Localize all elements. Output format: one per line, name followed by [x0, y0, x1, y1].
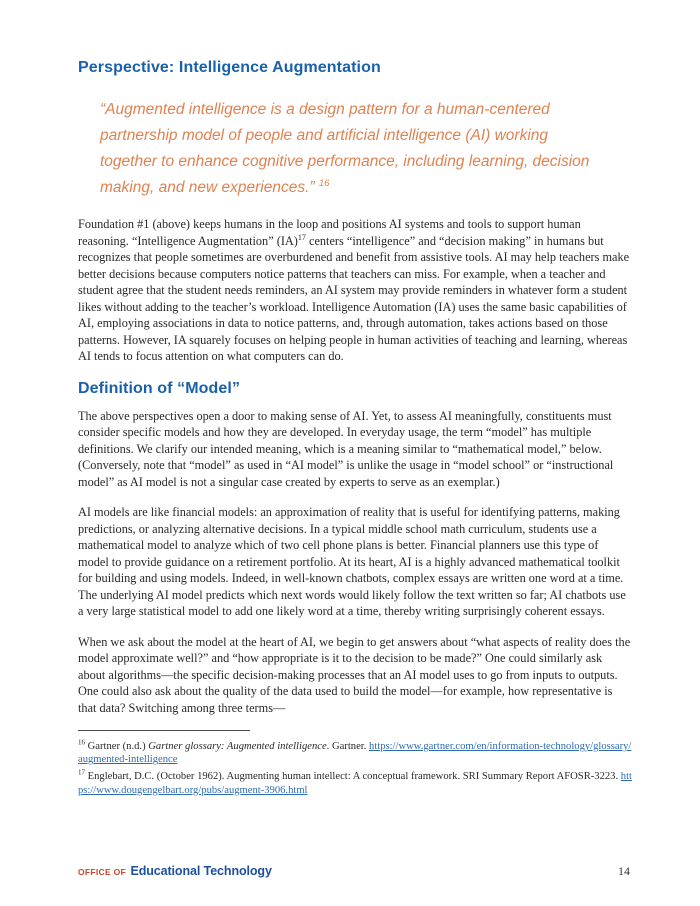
pull-quote [100, 97, 605, 201]
footnote-text: Englebart, D.C. (October 1962). Augmenting human intellect: A conceptual framework. SRI Summary Report AFOSR-3223. [85, 771, 621, 783]
footnotes-section [78, 730, 632, 797]
pull-quote-text: “Augmented intelligence is a design pattern for a human-centered partnership model of people and artificial intelligence (AI) working together to enhance cognitive performance, including learning, decision making, and new experiences.” [100, 101, 590, 196]
footnote-link[interactable]: https://www.gartner.com/en/information-technology/glossary/augmented-intelligence [78, 741, 632, 766]
footnote-citation-title: Gartner glossary: Augmented intelligence [148, 741, 327, 752]
footnote-text: . Gartner. [326, 741, 370, 752]
footnote-number: 16 [78, 738, 85, 747]
footnote-ref-16: 16 [318, 177, 330, 189]
paragraph-text: centers “intelligence” and “decision making” in humans but recognizes that people sometimes are overburdened and benefit from assistive tools. AI may help teachers make better decisions because computers notice patterns that teachers can miss. For example, when a teacher and student agree that the student needs reminders, an AI system may provide reminders in whatever form a student likes without adding to the teacher’s workload. Intelligence Automation (IA) uses the same basic capabilities of AI, employing associations in data to notice patterns, and, through automation, takes actions based on those patterns. However, IA squarely focuses on helping people in human activities of teaching and learning, whereas AI tends to focus attention on what computers can do. [78, 233, 630, 363]
footnote-divider [78, 730, 250, 731]
paragraph-text: Foundation #1 (above) keeps humans in the loop and positions AI systems and tools to support human reasoning. “Intelligence Augmentation” (IA) [78, 217, 581, 248]
footnote-17 [78, 770, 632, 796]
section-heading-definition-of-model: Definition of “Model” [78, 379, 241, 397]
page-number: 14 [618, 864, 630, 878]
oet-logo [78, 862, 272, 880]
oet-logo-office-of: OFFICE OF [78, 867, 127, 877]
paragraph-model-questions: When we ask about the model at the heart of AI, we begin to get answers about “what aspects of reality does the model approximate well?” and “how appropriate is it to the decision to be made?” One could similarly ask about algorithms—the specific decision-making processes that an AI model uses to go from inputs to outputs. One could also ask about the quality of the data used to build the model—for example, how representative is that data? Switching among three terms— [78, 634, 631, 715]
paragraph-model-definition: The above perspectives open a door to making sense of AI. Yet, to assess AI meaningfully, constituents must consider specific models and how they are developed. In everyday usage, the term “model” has multiple definitions. We clarify our intended meaning, which is a meaning similar to “mathematical model,” below. (Conversely, note that “model” as used in “AI model” is unlike the usage in “model school” or “instructional model” as AI model is not a singular case created by experts to serve as an exemplar.) [78, 408, 614, 489]
footnote-16 [78, 740, 632, 766]
paragraph-foundation [78, 216, 632, 365]
page-content [78, 58, 632, 801]
footnote-number: 17 [78, 768, 85, 777]
footnote-link[interactable]: https://www.dougengelbart.org/pubs/augment-3906.html [78, 771, 632, 796]
page-footer [78, 862, 630, 880]
footnote-text: Gartner (n.d.) [85, 741, 149, 752]
oet-logo-educational-technology: Educational Technology [130, 864, 272, 878]
paragraph-ai-models-financial: AI models are like financial models: an approximation of reality that is useful for identifying patterns, making predictions, or analyzing alternative decisions. In a typical middle school math curriculum, students use a mathematical model to analyze which of two cell phone plans is better. Financial planners use this type of model to provide guidance on a retirement portfolio. At its heart, AI is a highly advanced mathematical toolkit for building and using models. Indeed, in well-known chatbots, complex essays are written one word at a time. The underlying AI model predicts which next words would likely follow the text written so far; AI chatbots use a very large statistical model to add one likely word at a time, thereby writing surprisingly coherent essays. [78, 505, 626, 618]
footnote-ref-17: 17 [297, 232, 306, 242]
section-heading-perspective: Perspective: Intelligence Augmentation [78, 59, 381, 76]
